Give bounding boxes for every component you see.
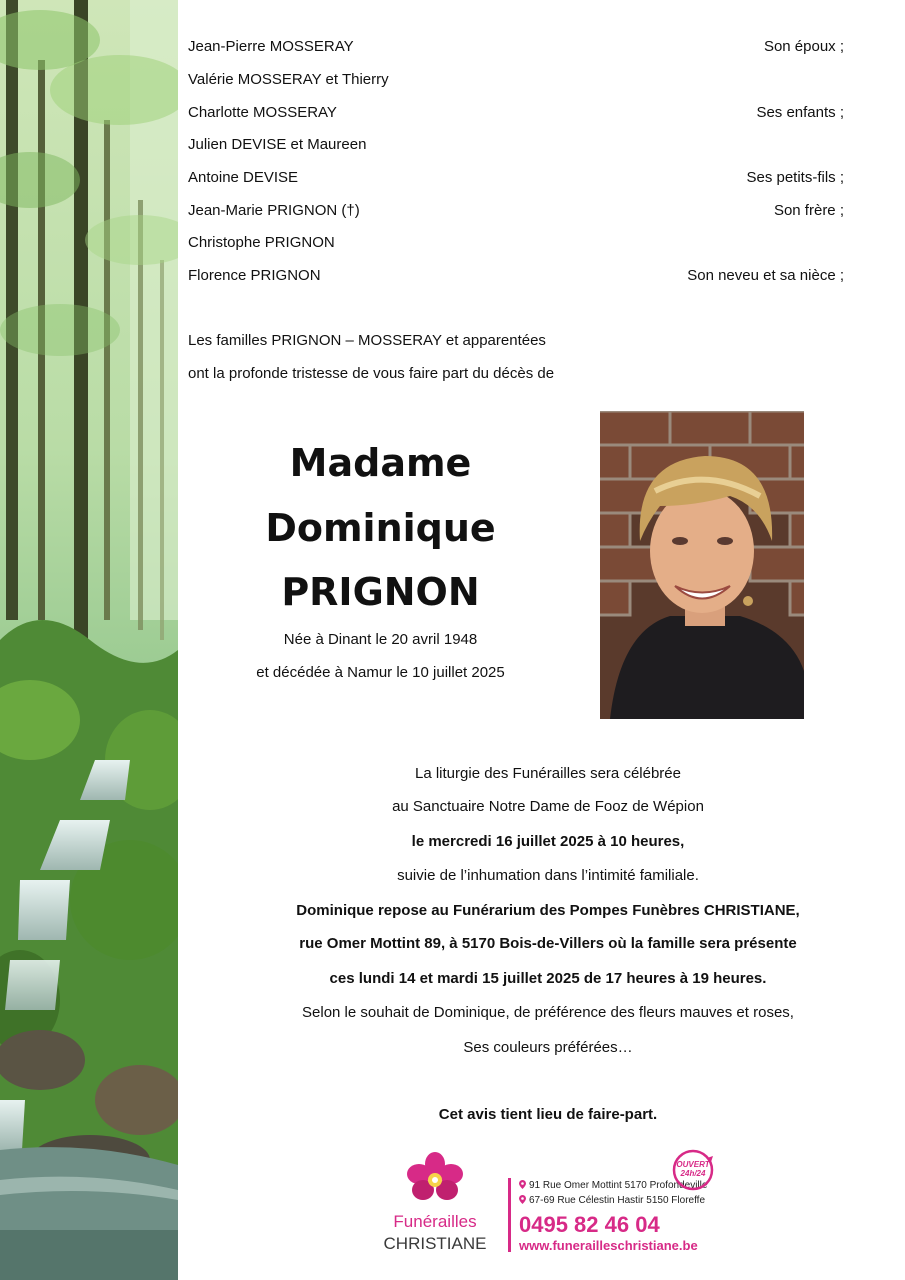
relative-role: Son neveu et sa nièce ; xyxy=(687,267,844,284)
relative-name: Julien DEVISE et Maureen xyxy=(188,136,367,153)
phone-number[interactable]: 0495 82 46 04 xyxy=(519,1212,660,1237)
location-pin-icon xyxy=(519,1180,526,1189)
relative-role: Ses enfants ; xyxy=(756,104,844,121)
location-pin-icon xyxy=(519,1195,526,1204)
ceremony-line: le mercredi 16 juillet 2025 à 10 heures, xyxy=(411,833,685,850)
address-1-text: 91 Rue Omer Mottint 5170 Profondeville xyxy=(529,1180,708,1191)
badge-line-1: OUVERT xyxy=(676,1160,710,1169)
intro-line-1: Les familles PRIGNON – MOSSERAY et apparentées xyxy=(188,332,546,349)
notice-text: Cet avis tient lieu de faire-part. xyxy=(438,1106,658,1123)
ceremony-line: Ses couleurs préférées… xyxy=(463,1039,633,1056)
website-link[interactable]: www.funerailleschristiane.be xyxy=(519,1238,698,1253)
relative-name: Valérie MOSSERAY et Thierry xyxy=(188,71,389,88)
deceased-last-name: PRIGNON xyxy=(281,570,480,614)
deceased-title: Madame xyxy=(289,441,472,485)
address-2 xyxy=(519,1194,705,1207)
portrait-photo xyxy=(600,411,804,719)
obituary-content xyxy=(178,0,905,1280)
birth-info: Née à Dinant le 20 avril 1948 xyxy=(283,631,478,648)
forest-stream-image xyxy=(0,0,178,1280)
relative-name: Jean-Pierre MOSSERAY xyxy=(188,38,354,55)
address-2-text: 67-69 Rue Célestin Hastir 5150 Floreffe xyxy=(529,1195,706,1206)
ceremony-line: La liturgie des Funérailles sera célébrée xyxy=(415,765,681,782)
relative-role: Son frère ; xyxy=(773,202,844,219)
orchid-logo-icon xyxy=(407,1152,463,1204)
brand-name-line2: CHRISTIANE xyxy=(383,1234,487,1253)
footer-divider xyxy=(508,1178,511,1252)
relative-name: Florence PRIGNON xyxy=(188,267,321,284)
relative-name: Antoine DEVISE xyxy=(188,169,299,186)
brand-name-line1: Funérailles xyxy=(393,1212,477,1231)
relative-name: Jean-Marie PRIGNON (†) xyxy=(188,202,360,219)
ceremony-line: au Sanctuaire Notre Dame de Fooz de Wépion xyxy=(392,798,704,815)
relative-role: Ses petits-fils ; xyxy=(746,169,844,186)
relative-name: Christophe PRIGNON xyxy=(188,234,335,251)
open-24h-badge xyxy=(671,1148,715,1192)
ceremony-line: suivie de l’inhumation dans l’intimité familiale. xyxy=(397,867,699,884)
deceased-first-name: Dominique xyxy=(265,506,496,550)
death-info: et décédée à Namur le 10 juillet 2025 xyxy=(256,664,505,681)
ceremony-line: Selon le souhait de Dominique, de préférence des fleurs mauves et roses, xyxy=(302,1004,794,1021)
ceremony-line: rue Omer Mottint 89, à 5170 Bois-de-Villers où la famille sera présente xyxy=(299,935,797,952)
intro-line-2: ont la profonde tristesse de vous faire part du décès de xyxy=(188,365,555,382)
badge-line-2: 24h/24 xyxy=(680,1169,706,1178)
ceremony-line: ces lundi 14 et mardi 15 juillet 2025 de 17 heures à 19 heures. xyxy=(329,970,767,987)
ceremony-line: Dominique repose au Funérarium des Pompes Funèbres CHRISTIANE, xyxy=(296,902,800,919)
relative-name: Charlotte MOSSERAY xyxy=(188,104,337,121)
relative-role: Son époux ; xyxy=(763,38,844,55)
